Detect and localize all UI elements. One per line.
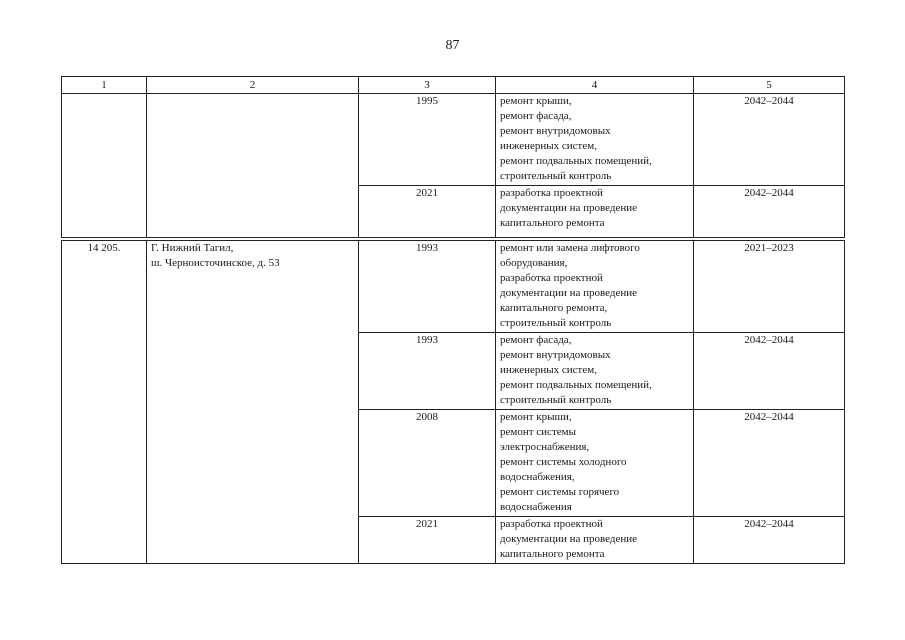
work-line: ремонт или замена лифтового (500, 242, 640, 254)
work-line: капитального ремонта (500, 217, 605, 229)
work-line: ремонт крыши, (500, 95, 572, 107)
works-cell (496, 186, 694, 238)
work-line: ремонт системы горячего (500, 486, 620, 498)
work-line: разработка проектной (500, 187, 603, 199)
work-line: электроснабжения, (500, 441, 590, 453)
work-line: капитального ремонта, (500, 302, 608, 314)
address-cell (147, 241, 359, 564)
work-line: строительный контроль (500, 170, 612, 182)
period-cell: 2042–2044 (694, 410, 845, 517)
row-number-cell: 14 205. (62, 241, 147, 564)
work-line: документации на проведение (500, 287, 638, 299)
work-line: ремонт внутридомовых (500, 125, 611, 137)
table-block-continuation (61, 93, 845, 238)
work-line: капитального ремонта (500, 548, 605, 560)
year-cell: 1995 (359, 94, 496, 186)
works-cell (496, 410, 694, 517)
work-line: строительный контроль (500, 317, 612, 329)
header-cell-3: 3 (359, 77, 496, 94)
year-cell: 2021 (359, 186, 496, 238)
period-cell: 2042–2044 (694, 94, 845, 186)
work-line: ремонт фасада, (500, 334, 572, 346)
year-cell: 2008 (359, 410, 496, 517)
work-line: оборудования, (500, 257, 568, 269)
header-row (62, 77, 845, 94)
work-line: водоснабжения, (500, 471, 575, 483)
header-cell-5: 5 (694, 77, 845, 94)
work-line: ремонт фасада, (500, 110, 572, 122)
work-line: документации на проведение (500, 533, 638, 545)
work-line: строительный контроль (500, 394, 612, 406)
header-cell-2: 2 (147, 77, 359, 94)
work-line: водоснабжения (500, 501, 572, 513)
period-cell: 2042–2044 (694, 333, 845, 410)
table-header (61, 76, 845, 94)
address-line: Г. Нижний Тагил, (151, 242, 234, 254)
work-line: ремонт системы холодного (500, 456, 627, 468)
year-cell: 1993 (359, 241, 496, 333)
address-line: ш. Черноисточинское, д. 53 (151, 257, 280, 269)
year-cell: 2021 (359, 517, 496, 564)
header-cell-4: 4 (496, 77, 694, 94)
work-line: документации на проведение (500, 202, 638, 214)
work-line: ремонт крыши, (500, 411, 572, 423)
works-cell (496, 94, 694, 186)
row-number-cell (62, 94, 147, 238)
address-cell (147, 94, 359, 238)
table-row (62, 241, 845, 333)
period-cell: 2042–2044 (694, 517, 845, 564)
table-row (62, 94, 845, 186)
work-line: ремонт подвальных помещений, (500, 379, 652, 391)
work-line: ремонт подвальных помещений, (500, 155, 652, 167)
works-cell (496, 333, 694, 410)
header-cell-1: 1 (62, 77, 147, 94)
work-line: ремонт системы (500, 426, 576, 438)
work-line: инженерных систем, (500, 364, 597, 376)
works-cell (496, 241, 694, 333)
table-block-14205 (61, 240, 845, 564)
works-cell (496, 517, 694, 564)
work-line: инженерных систем, (500, 140, 597, 152)
period-cell: 2021–2023 (694, 241, 845, 333)
page-number: 87 (445, 38, 460, 53)
year-cell: 1993 (359, 333, 496, 410)
work-line: разработка проектной (500, 272, 603, 284)
work-line: разработка проектной (500, 518, 603, 530)
period-cell: 2042–2044 (694, 186, 845, 238)
work-line: ремонт внутридомовых (500, 349, 611, 361)
